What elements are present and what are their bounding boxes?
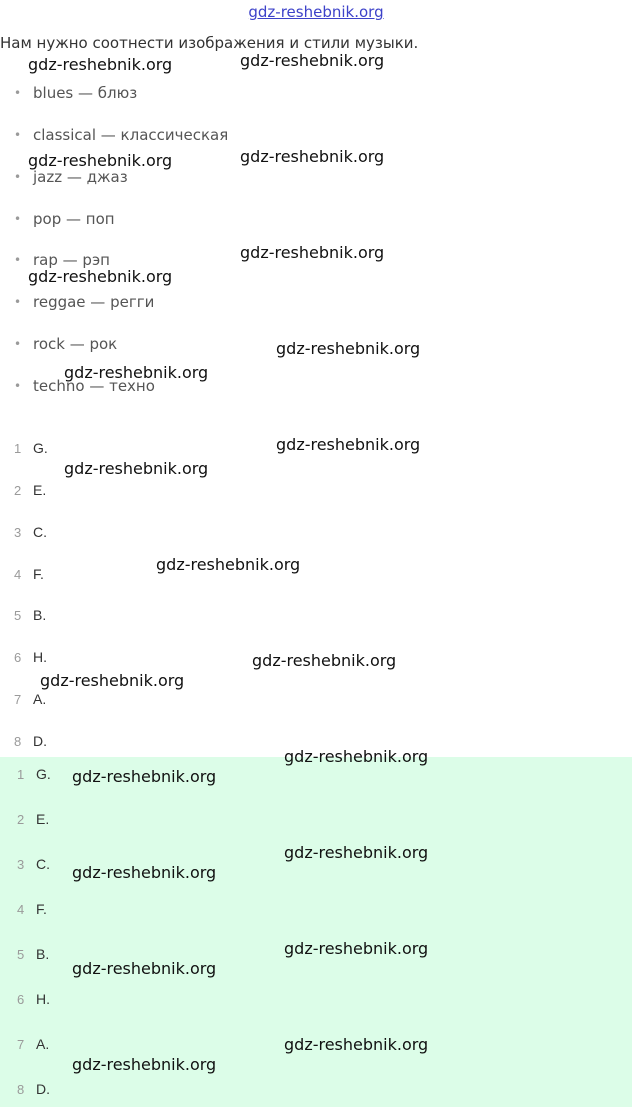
answer-row: 6 H.	[17, 991, 50, 1007]
site-link[interactable]: gdz-reshebnik.org	[248, 3, 384, 21]
watermark: gdz-reshebnik.org	[28, 151, 173, 170]
answer-row: 4 F.	[14, 566, 44, 582]
answer-row: 8 D.	[14, 733, 47, 749]
bullet-icon: •	[14, 86, 22, 100]
watermark: gdz-reshebnik.org	[64, 459, 209, 478]
answer-row: 3 C.	[14, 524, 47, 540]
watermark: gdz-reshebnik.org	[72, 863, 217, 882]
bullet-icon: •	[14, 128, 22, 142]
watermark: gdz-reshebnik.org	[284, 747, 429, 766]
answer-row: 2 E.	[17, 811, 50, 827]
bullet-icon: •	[14, 379, 22, 393]
watermark: gdz-reshebnik.org	[240, 147, 385, 166]
answer-row: 1 G.	[14, 440, 48, 456]
list-item: • classical — классическая	[14, 126, 229, 144]
watermark: gdz-reshebnik.org	[72, 767, 217, 786]
bullet-icon: •	[14, 253, 22, 267]
watermark: gdz-reshebnik.org	[284, 1035, 429, 1054]
answer-row: 6 H.	[14, 649, 47, 665]
watermark: gdz-reshebnik.org	[252, 651, 397, 670]
bullet-icon: •	[14, 337, 22, 351]
answer-row: 5 B.	[17, 946, 50, 962]
watermark: gdz-reshebnik.org	[284, 843, 429, 862]
watermark: gdz-reshebnik.org	[240, 243, 385, 262]
watermark: gdz-reshebnik.org	[240, 51, 385, 70]
answer-row: 7 A.	[14, 691, 47, 707]
watermark: gdz-reshebnik.org	[156, 555, 301, 574]
watermark: gdz-reshebnik.org	[284, 939, 429, 958]
watermark: gdz-reshebnik.org	[28, 55, 173, 74]
list-item: • techno — техно	[14, 377, 155, 395]
watermark: gdz-reshebnik.org	[276, 435, 421, 454]
answer-row: 4 F.	[17, 901, 47, 917]
answer-row: 7 A.	[17, 1036, 50, 1052]
answer-row: 3 C.	[17, 856, 50, 872]
watermark: gdz-reshebnik.org	[40, 671, 185, 690]
answer-row: 1 G.	[17, 766, 51, 782]
watermark: gdz-reshebnik.org	[72, 1055, 217, 1074]
watermark: gdz-reshebnik.org	[276, 339, 421, 358]
list-item: • rap — рэп	[14, 251, 110, 269]
list-item: • jazz — джаз	[14, 168, 128, 186]
list-item: • blues — блюз	[14, 84, 138, 102]
answer-row: 5 B.	[14, 607, 47, 623]
answer-row: 8 D.	[17, 1081, 50, 1097]
watermark: gdz-reshebnik.org	[64, 363, 209, 382]
bullet-icon: •	[14, 295, 22, 309]
bullet-icon: •	[14, 170, 22, 184]
watermark: gdz-reshebnik.org	[72, 959, 217, 978]
list-item: • rock — рок	[14, 335, 118, 353]
list-item: • pop — поп	[14, 210, 115, 228]
answer-row: 2 E.	[14, 482, 47, 498]
watermark: gdz-reshebnik.org	[28, 267, 173, 286]
list-item: • reggae — регги	[14, 293, 155, 311]
bullet-icon: •	[14, 212, 22, 226]
intro-text: Нам нужно соотнести изображения и стили музыки.	[0, 34, 419, 52]
